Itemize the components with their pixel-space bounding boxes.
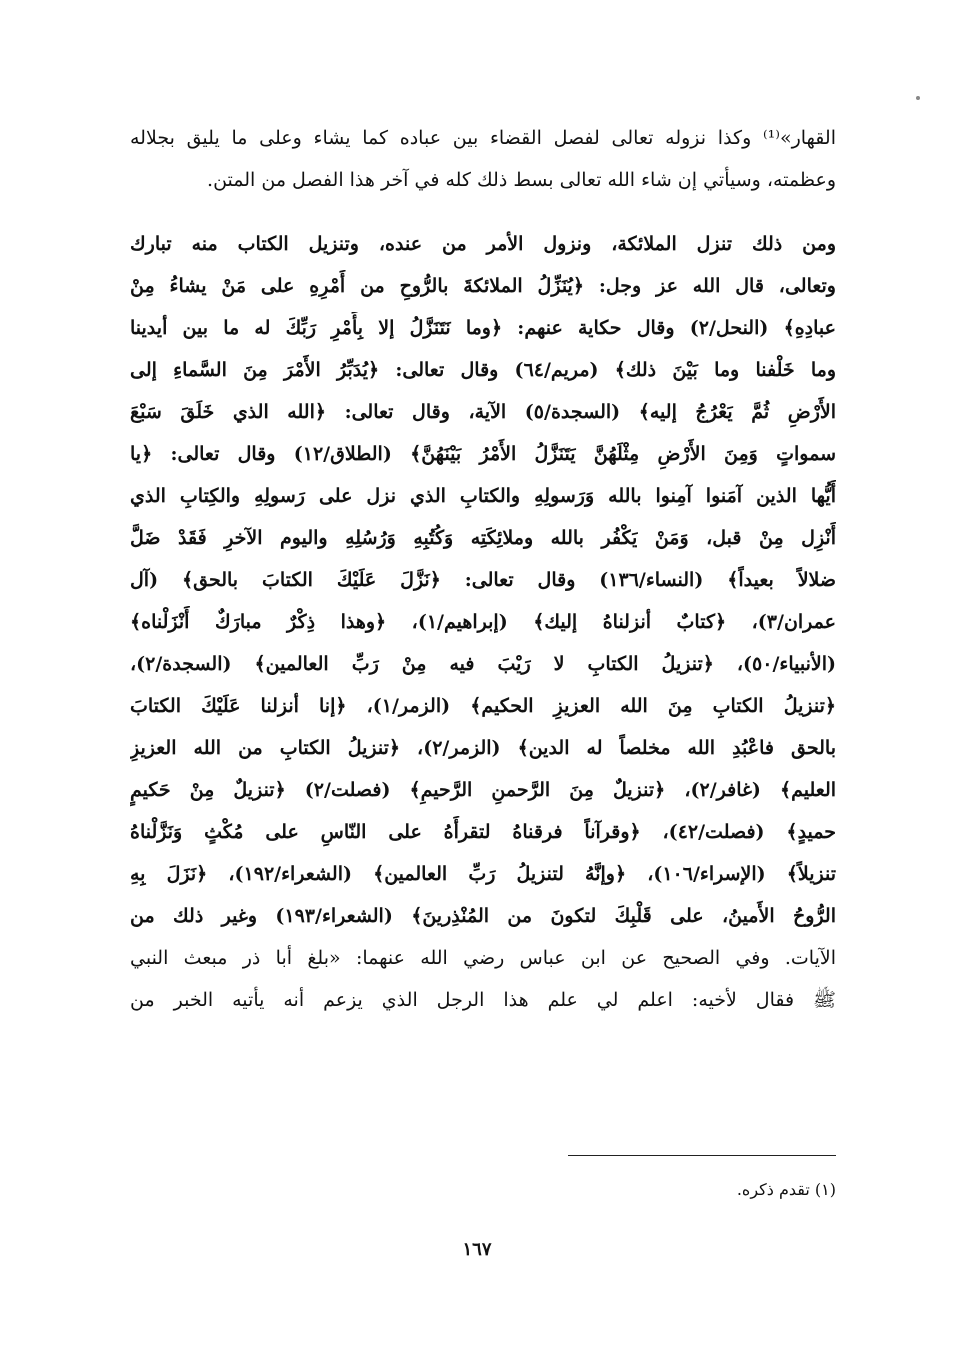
paragraph-2-line-1: ومن ذلك تنزل الملائكة، ونزول الأمر من عنده، وتنزيل الكتاب منه تبارك [130, 233, 836, 255]
margin-mark [916, 96, 920, 100]
paragraph-2-line-4: وما خَلْفنا وما بَيْنَ ذلك﴾ (مريم/٦٤) وقال تعالى: ﴿يُدَبِّرُ الأَمْرَ مِنَ السَّماءِ إلى [130, 359, 836, 381]
paragraph-2-line-11: (الأنبياء/٥٠)، ﴿تنزيلُ الكتابِ لا رَيْبَ فيه مِنْ رَبِّ العالمين﴾ (السجدة/٢)، [130, 653, 836, 675]
paragraph-2-line-12: ﴿تنزيلُ الكتابِ مِنَ الله العزيزِ الحكيم﴾ (الزمر/١)، ﴿إنا أنزلنا عَلَيْكَ الكتابَ [130, 695, 836, 717]
paragraph-2-line-2: وتعالى، قال الله عز وجل: ﴿يُنَزِّلُ الملائكةَ بالرُّوحِ من أَمْرِهِ على مَنْ يشاءُ مِنْ [130, 275, 836, 297]
paragraph-1-line-1: القهار»⁽¹⁾ وكذا نزوله تعالى لفصل القضاء بين عباده كما يشاء وعلى ما يليق بجلاله [130, 127, 836, 149]
paragraph-2-line-3: عبادِهِ﴾ (النحل/٢) وقال حكاية عنهم: ﴿وما نَتَنَزَّلُ إلا بِأَمْرِ رَبِّكَ له ما بين أيدينا [130, 317, 836, 339]
paragraph-2-line-9: ضلالاً بعيداً﴾ (النساء/١٣٦) وقال تعالى: ﴿نَزَّلَ عَلَيْكَ الكتابَ بالحق﴾ (آل [130, 569, 836, 591]
paragraph-2-line-18: الآيات. وفي الصحيح عن ابن عباس رضي الله عنهما: «بلغ أبا ذر مبعث النبي [130, 947, 836, 969]
paragraph-2-line-6: سمواتٍ وَمِنَ الأَرْضِ مِثْلَهُنَّ يَتَنَزَّلُ الأَمْرُ بَيْنَهُنَّ﴾ (الطلاق/١٢) وقال تعالى: ﴿يا [130, 443, 836, 465]
page-number: ١٦٧ [462, 1239, 492, 1260]
paragraph-2-line-8: أَنْزِل مِنْ قبل، وَمَنْ يَكْفُر بالله وملائِكَتِه وَكُتُبِهِ وَرُسُلِهِ واليوم الآخرِ فَقَدْ ضَلَّ [130, 527, 836, 549]
paragraph-2-line-7: أَيُّها الذين آمَنوا آمِنوا بالله وَرَسولِهِ والكتابِ الذي نزل على رَسولِهِ والكِتابِ الذي [130, 485, 836, 507]
paragraph-2-line-16: تنزيلاً﴾ (الإسراء/١٠٦)، ﴿وإنَّهُ لتنزيلُ رَبِّ العالمين﴾ (الشعراء/١٩٢)، ﴿نَزَلَ بِهِ [130, 863, 836, 885]
footnote-separator [568, 1155, 836, 1156]
paragraph-1-line-2: وعظمته، وسيأتي إن شاء الله تعالى بسط ذلك كله في آخر هذا الفصل من المتن. [207, 169, 836, 191]
footnote: (١) تقدم ذكره. [736, 1180, 836, 1199]
paragraph-2-line-13: بالحق فاعْبُدِ الله مخلصاً له الدين﴾ (الزمر/٢)، ﴿تنزيلُ الكتابِ من الله العزيزِ [130, 737, 836, 759]
paragraph-2-line-10: عمران/٣)، ﴿كتابٌ أنزلناهُ إليك﴾ (إبراهيم/١)، ﴿وهذا ذِكْرٌ مبارَكٌ أَنْزَلْناه﴾ [130, 611, 836, 633]
paragraph-2-line-19: ﷺ فقال لأخيه: اعلم لي علم هذا الرجل الذي يزعم أنه يأتيه الخبر من [130, 989, 836, 1011]
paragraph-2-line-15: حميدٍ﴾ (فصلت/٤٢)، ﴿وقرآناً فرقناهُ لتقرأَهُ على النّاسِ على مُكْثٍ وَنَزَّلْناهُ [130, 821, 836, 843]
paragraph-2-line-5: الأَرْضِ ثُمَّ يَعْرُجُ إليه﴾ (السجدة/٥) الآية، وقال تعالى: ﴿الله الذي خَلَقَ سَبْعَ [130, 401, 836, 423]
paragraph-2-line-14: العليم﴾ (غافر/٢)، ﴿تنزيلٌ مِنَ الرَّحمنِ الرَّحيمِ﴾ (فصلت/٢) ﴿تنزيلٌ مِنْ حَكيمٍ [130, 779, 836, 801]
paragraph-2-line-17: الرُّوحُ الأَمينُ، على قَلْبِكَ لتكونَ من المُنْذِرينَ﴾ (الشعراء/١٩٣) وغير ذلك من [130, 905, 836, 927]
